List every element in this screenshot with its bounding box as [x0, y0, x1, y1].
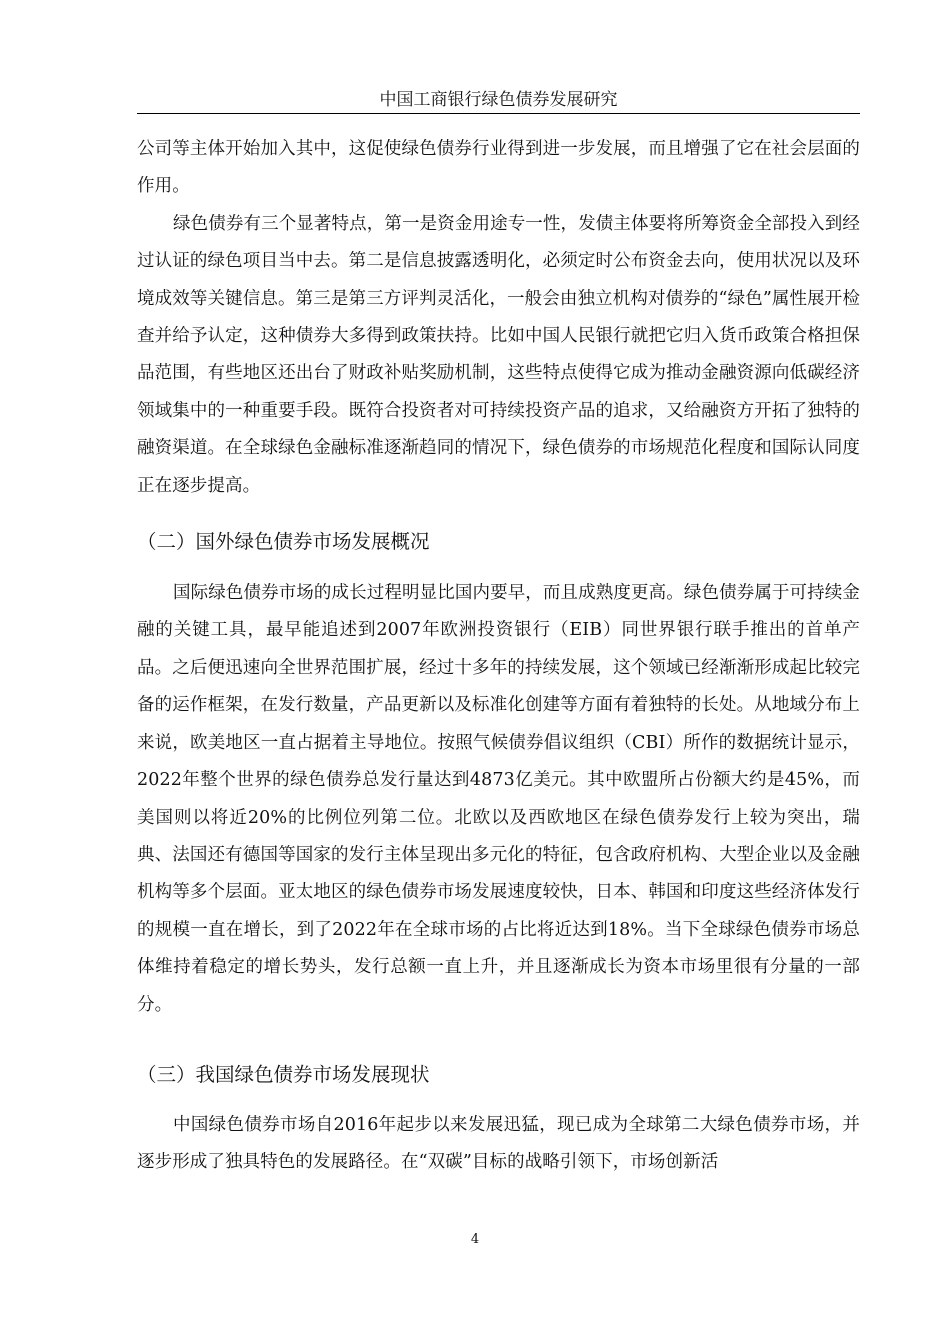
page-number: 4: [470, 1232, 480, 1247]
page-body: [137, 131, 860, 1182]
paragraph-green-bond-features: 绿色债券有三个显著特点，第一是资金用途专一性，发债主体要将所筹资金全部投入到经过认证的绿色项目当中去。第二是信息披露透明化，必须定时公布资金去向，使用状况以及环境成效等关键信息。第三是第三方评判灵活化，一般会由独立机构对债券的“绿色”属性展开检查并给予认定，这种债券大多得到政策扶持。比如中国人民银行就把它归入货币政策合格担保品范围，有些地区还出台了财政补贴奖励机制，这些特点使得它成为推动金融资源向低碳经济领域集中的一种重要手段。既符合投资者对可持续投资产品的追求，又给融资方开拓了独特的融资渠道。在全球绿色金融标准逐渐趋同的情况下，绿色债券的市场规范化程度和国际认同度正在逐步提高。: [137, 213, 860, 496]
header-rule: [137, 113, 860, 114]
section-heading-foreign-market: （二）国外绿色债券市场发展概况: [137, 530, 430, 554]
running-header: 中国工商银行绿色债券发展研究: [379, 90, 618, 110]
section-heading-domestic-market: （三）我国绿色债券市场发展现状: [137, 1062, 430, 1086]
paragraph-domestic-market: 中国绿色债券市场自2016年起步以来发展迅猛，现已成为全球第二大绿色债券市场，并逐步形成了独具特色的发展路径。在“双碳”目标的战略引领下，市场创新活: [137, 1114, 860, 1173]
paragraph-foreign-market: 国际绿色债券市场的成长过程明显比国内要早，而且成熟度更高。绿色债券属于可持续金融的关键工具，最早能追述到2007年欧洲投资银行（EIB）同世界银行联手推出的首单产品。之后便迅速向全世界范围扩展，经过十多年的持续发展，这个领域已经渐渐形成起比较完备的运作框架，在发行数量，产品更新以及标准化创建等方面有着独特的长处。从地域分布上来说，欧美地区一直占据着主导地位。按照气候债券倡议组织（CBI）所作的数据统计显示，2022年整个世界的绿色债券总发行量达到4873亿美元。其中欧盟所占份额大约是45%，而美国则以将近20%的比例位列第二位。北欧以及西欧地区在绿色债券发行上较为突出，瑞典、法国还有德国等国家的发行主体呈现出多元化的特征，包含政府机构、大型企业以及金融机构等多个层面。亚太地区的绿色债券市场发展速度较快，日本、韩国和印度这些经济体发行的规模一直在增长，到了2022年在全球市场的占比将近达到18%。当下全球绿色债券市场总体维持着稳定的增长势头，发行总额一直上升，并且逐渐成长为资本市场里很有分量的一部分。: [137, 583, 860, 1015]
paragraph-continuation: 公司等主体开始加入其中，这促使绿色债券行业得到进一步发展，而且增强了它在社会层面的作用。: [137, 139, 860, 197]
